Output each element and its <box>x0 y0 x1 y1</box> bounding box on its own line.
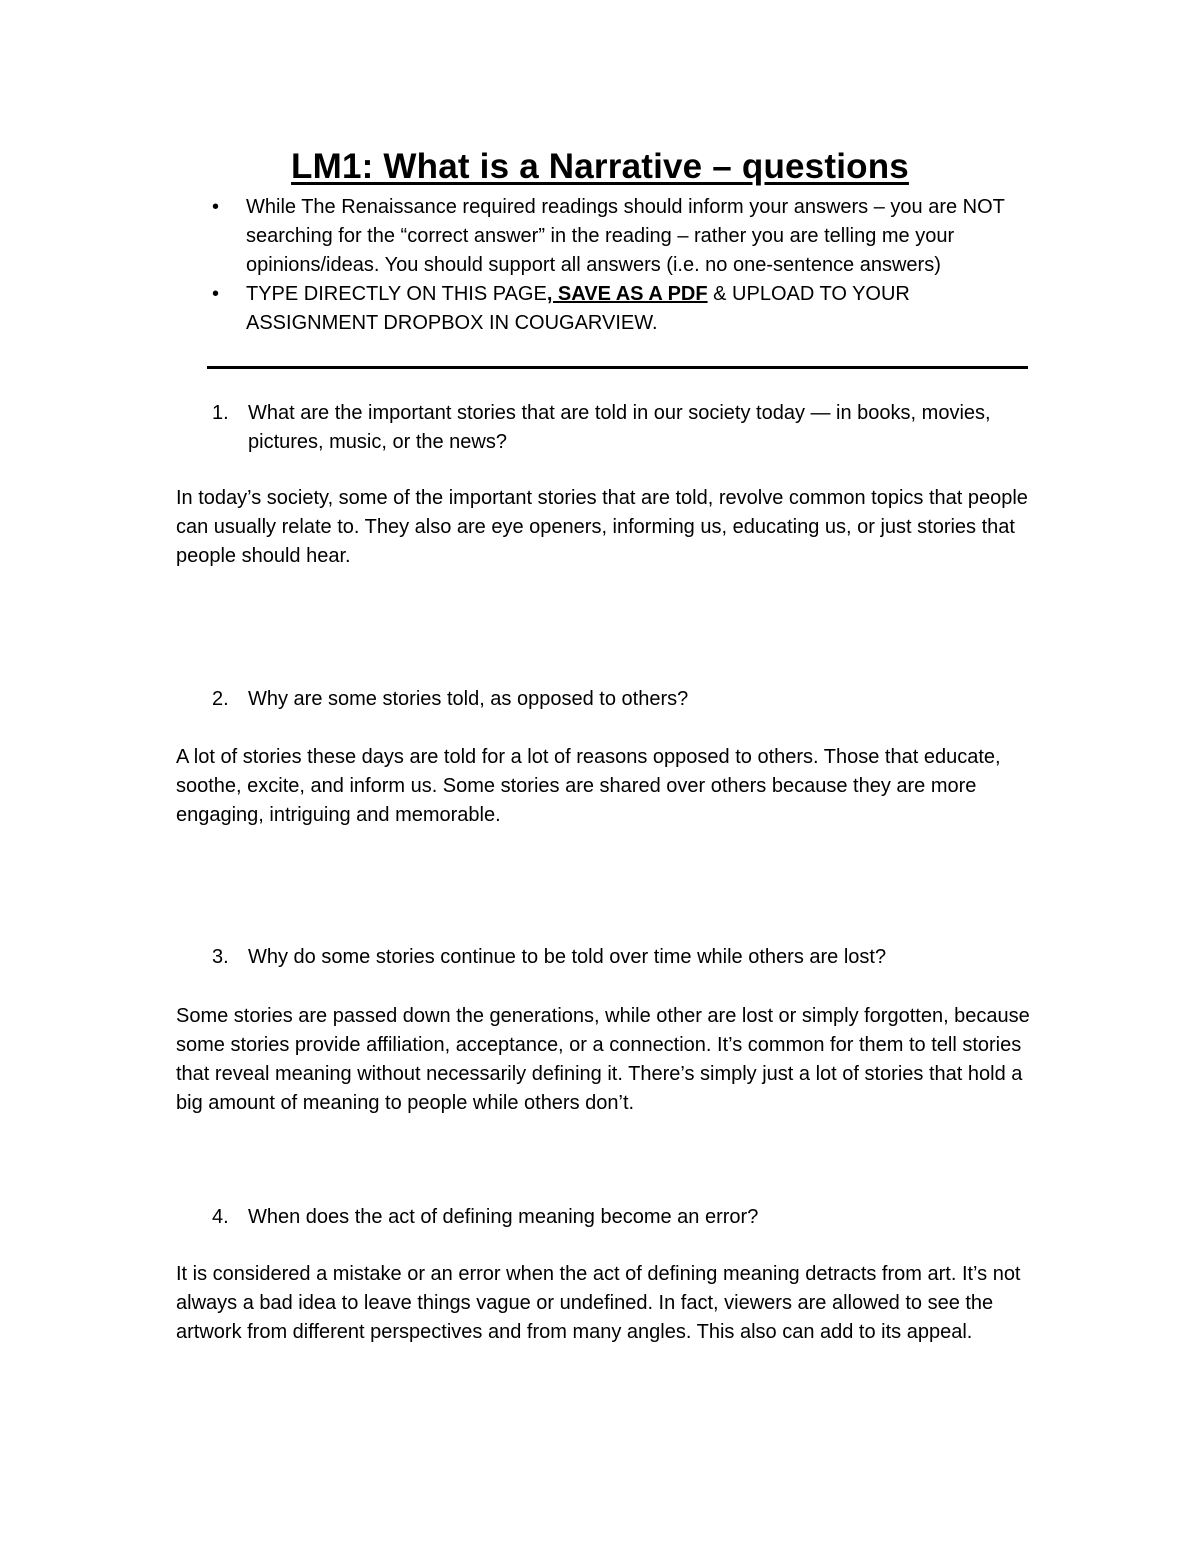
answer-2[interactable]: A lot of stories these days are told for a lot of reasons opposed to others. Those that educate, soothe, excite, and inform us. Some stories are shared over others because they are more engaging, intriguing and memorable. <box>176 746 1001 826</box>
answer-4[interactable]: It is considered a mistake or an error when the act of defining meaning detracts from art. It’s not always a bad idea to leave things vague or undefined. In fact, viewers are allowed to see the artwork from different perspectives and from many angles. This also can add to its appeal. <box>176 1263 1021 1343</box>
bullet-icon: • <box>212 196 220 218</box>
page-title: LM1: What is a Narrative – questions <box>291 147 909 186</box>
question-text: Why do some stories continue to be told over time while others are lost? <box>248 946 887 968</box>
instruction-item <box>208 280 1038 338</box>
question-text: Why are some stories told, as opposed to others? <box>248 688 689 710</box>
question-text: When does the act of defining meaning become an error? <box>248 1206 759 1228</box>
question-1 <box>212 399 1032 457</box>
save-as-pdf-emphasis: , SAVE AS A PDF <box>546 283 708 305</box>
question-number: 4. <box>212 1206 229 1228</box>
instruction-text-part: & UPLOAD TO YOUR ASSIGNMENT DROPBOX IN COUGARVIEW. <box>246 283 910 334</box>
question-text: What are the important stories that are told in our society today — in books, movies, pictures, music, or the news? <box>248 402 991 453</box>
section-divider <box>207 366 1028 369</box>
answer-3[interactable]: Some stories are passed down the generations, while other are lost or simply forgotten, because some stories provide affiliation, acceptance, or a connection. It’s common for them to tell stories that reveal meaning without necessarily defining it. There’s simply just a lot of stories that hold a big amount of meaning to people while others don’t. <box>176 1005 1030 1114</box>
question-3 <box>212 943 1032 972</box>
instruction-text <box>246 283 910 334</box>
question-number: 2. <box>212 688 229 710</box>
question-number: 1. <box>212 402 229 424</box>
answer-1[interactable]: In today’s society, some of the important stories that are told, revolve common topics that people can usually relate to. They also are eye openers, informing us, educating us, or just stories that people should hear. <box>176 487 1028 567</box>
question-2 <box>212 685 1032 714</box>
instruction-item <box>208 193 1038 280</box>
question-4 <box>212 1203 1032 1232</box>
instruction-text: While The Renaissance required readings should inform your answers – you are NOT searching for the “correct answer” in the reading – rather you are telling me your opinions/ideas. You should support all answers (i.e. no one-sentence answers) <box>246 196 1005 276</box>
bullet-icon: • <box>212 283 220 305</box>
question-number: 3. <box>212 946 229 968</box>
instructions-list <box>208 193 1038 338</box>
instruction-text-part: TYPE DIRECTLY ON THIS PAGE <box>246 283 547 305</box>
